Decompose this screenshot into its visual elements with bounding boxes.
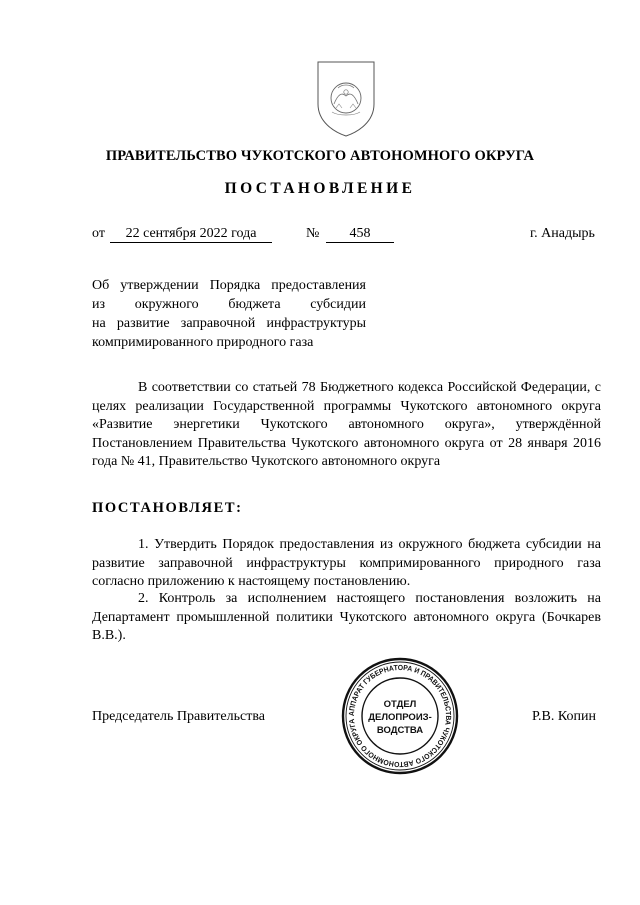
document-date: 22 сентября 2022 года [110,226,272,243]
decree-item: 2. Контроль за исполнением настоящего постановления возложить на Департамент промышленной политики Чукотского автономного округа (Бочкарев В.В.). [92,591,601,643]
subject-line: Об утверждении Порядка предоставления [92,278,366,293]
signatory-position: Председатель Правительства [92,709,265,724]
document-subject [92,276,366,352]
subject-line: на развитие заправочной инфраструктуры [92,316,366,331]
svg-text:ДЕЛОПРОИЗ-: ДЕЛОПРОИЗ- [368,712,432,723]
signatory-name: Р.В. Копин [532,709,596,724]
document-place: г. Анадырь [530,226,595,241]
official-stamp [340,656,460,776]
document-number: 458 [326,226,394,243]
svg-text:АППАРАТ ГУБЕРНАТОРА И ПРАВИТЕЛ: АППАРАТ ГУБЕРНАТОРА И ПРАВИТЕЛЬСТВА ЧУКОТСКОГО АВТОНОМНОГО ОКРУГА [346,662,454,770]
decree-item: 1. Утвердить Порядок предоставления из окружного бюджета субсидии на развитие заправочной инфраструктуры компримированного природного газа согласно приложению к настоящему постановлению. [92,537,601,589]
subject-line: из окружного бюджета субсидии [92,297,366,312]
coat-of-arms-icon [314,58,378,138]
government-name: ПРАВИТЕЛЬСТВО ЧУКОТСКОГО АВТОНОМНОГО ОКРУГА [105,148,535,164]
svg-text:ОТДЕЛ: ОТДЕЛ [383,699,417,710]
decree-word: ПОСТАНОВЛЯЕТ: [92,500,243,516]
number-prefix: № [306,226,320,241]
svg-text:ВОДСТВА: ВОДСТВА [376,725,424,736]
preamble-paragraph: В соответствии со статьей 78 Бюджетного кодекса Российской Федерации, с целях реализации Государственной программы Чукотского автономного округа «Развитие энергетики Чукотского автономного округа», утверждённой Постановлением Правительства Чукотского автономного округа от 28 января 2016 года № 41, Правительство Чукотского автономного округа [92,380,601,469]
subject-line: компримированного природного газа [92,335,314,350]
document-type-title: ПОСТАНОВЛЕНИЕ [224,180,416,197]
date-prefix: от [92,226,105,241]
